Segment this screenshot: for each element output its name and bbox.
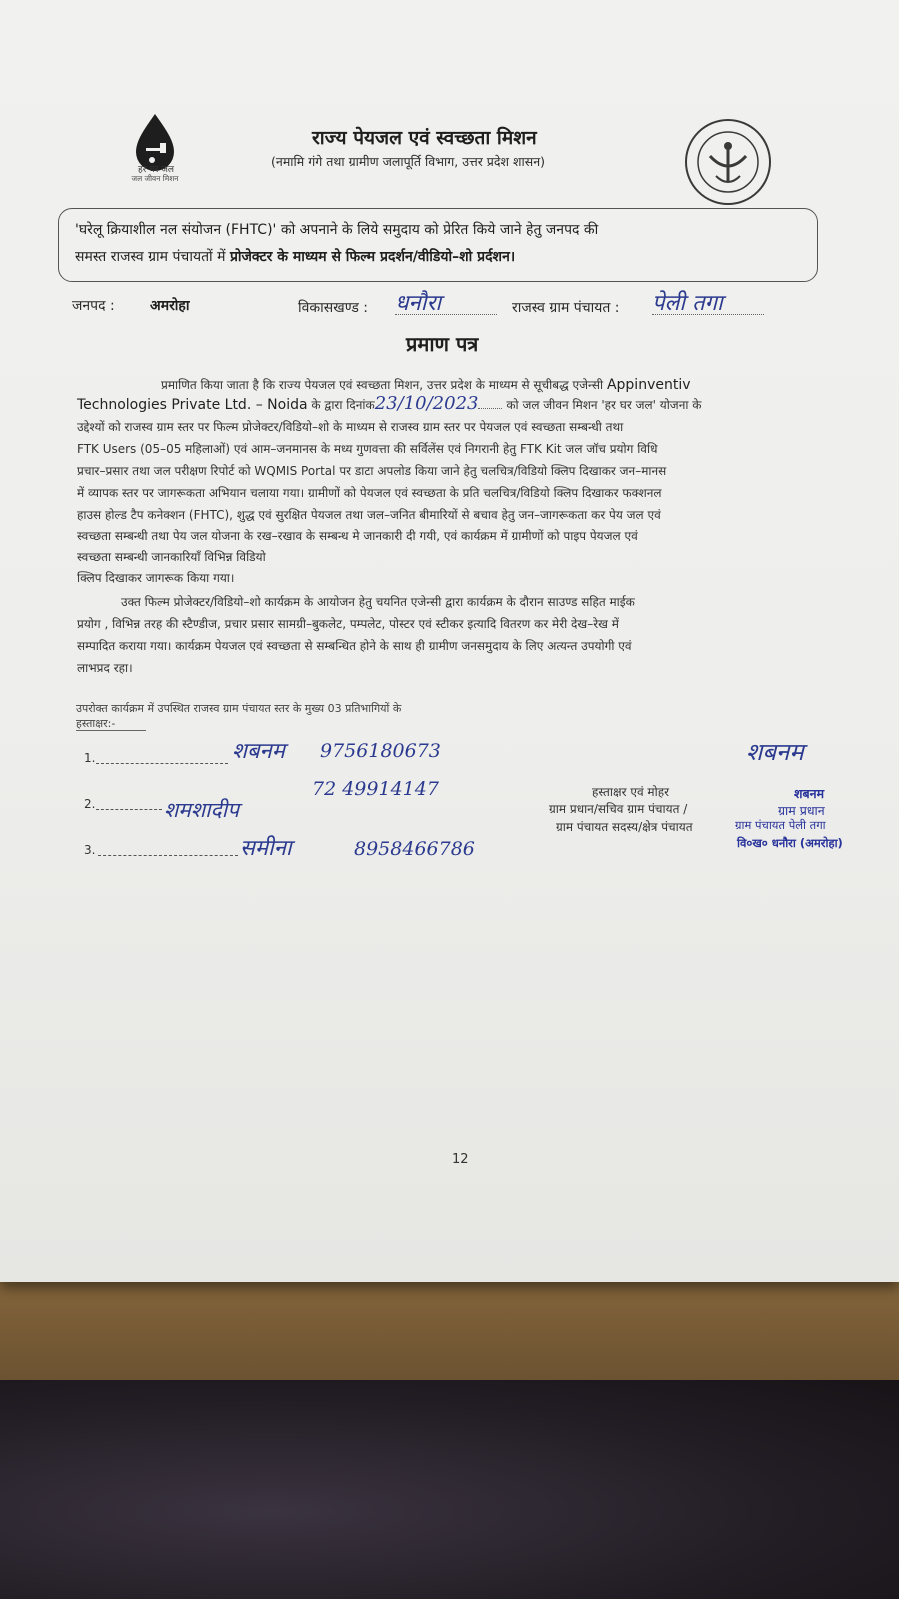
notice-line-1: 'घरेलू क्रियाशील नल संयोजन (FHTC)' को अपनाने के लिये समुदाय को प्रेरित किये जाने हेतु जनपद की	[75, 222, 599, 238]
participant-1-number: 1.	[84, 751, 96, 765]
stamp-name: शबनम	[794, 786, 825, 801]
cloth-background	[0, 1380, 899, 1599]
stamp-designation: ग्राम प्रधान	[778, 803, 825, 818]
notice-line-2-bold: प्रोजेक्टर के माध्यम से फिल्म प्रदर्शन/वीडियो–शो प्रर्दशन।	[229, 249, 516, 265]
block-label: विकासखण्ड :	[298, 300, 369, 316]
participant-3-line	[98, 855, 238, 856]
participant-1-phone: 9756180673	[320, 740, 441, 762]
date-dotted-line	[478, 408, 502, 409]
gram-panchayat-label: राजस्व ग्राम पंचायत :	[512, 300, 620, 316]
janpad-value: अमरोहा	[150, 298, 190, 314]
body-line-7: हाउस होल्ड टैप कनेक्शन (FHTC), शुद्ध एवं सुरक्षित पेयजल तथा जल–जनित बीमारियों से बचाव हेतु जन–जागरूकता कर पेय जल एवं	[77, 508, 661, 522]
stamp-gram-panchayat: ग्राम पंचायत पेली तगा	[735, 818, 826, 832]
body-line-9: स्वच्छता सम्बन्धी जानकारियॉं विभिन्न विडियो	[77, 550, 266, 564]
signature-role-line-1: ग्राम प्रधान/सचिव ग्राम पंचायत /	[549, 802, 688, 816]
janpad-label: जनपद :	[72, 298, 115, 314]
jal-jeevan-mission-logo	[112, 110, 198, 200]
water-drop-icon	[112, 110, 198, 200]
para2-line-2: प्रयोग , विभिन्न तरह की स्टैण्डीज, प्रचार प्रसार सामग्री–बुकलेट, पम्पलेट, पोस्टर एवं स्टीकर इत्यादि वितरण कर मेरी देख–रेख में	[77, 617, 619, 631]
logo-text-jal-jeevan: जल जीवन मिशन	[131, 174, 179, 183]
signature-label: हस्ताक्षर एवं मोहर	[592, 785, 670, 799]
para2-line-3: सम्पादित कराया गया। कार्यक्रम पेयजल एवं स्वच्छता से सम्बन्धित होने के साथ ही ग्रामीण जनसमुदाय के लिए अत्यन्त उपयोगी एवं	[77, 639, 632, 653]
participants-underline	[76, 730, 146, 731]
body-line-10: क्लिप दिखाकर जागरूक किया गया।	[77, 571, 235, 585]
participant-3-name: समीना	[240, 836, 292, 861]
participant-2-number: 2.	[84, 797, 96, 811]
program-date: 23/10/2023	[374, 393, 479, 414]
body-line-6: में व्यापक स्तर पर जागरूकता अभियान चलाया गया। ग्रामीणों को पेयजल एवं स्वच्छता के प्रति चलचित्र/विडियो क्लिप दिखाकर फक्शनल	[77, 486, 662, 500]
page-subtitle: (नमामि गंगे तथा ग्रामीण जलापूर्ति विभाग, उत्तर प्रदेश शासन)	[271, 154, 546, 169]
participant-2-phone: 72 49914147	[312, 778, 439, 800]
participant-3-phone: 8958466786	[354, 838, 475, 860]
certificate-title: प्रमाण पत्र	[406, 332, 479, 356]
up-government-seal	[682, 116, 774, 208]
participants-signature-label: हस्ताक्षर:-	[76, 717, 116, 730]
participant-1-line	[96, 763, 228, 764]
signature-role-line-2: ग्राम पंचायत सदस्य/क्षेत्र पंचायत	[556, 820, 693, 834]
participant-3-number: 3.	[84, 843, 96, 857]
agency-name-part-1: Appinventiv	[606, 377, 691, 393]
stamp-block-district: वि०ख० धनौरा (अमरोहा)	[737, 836, 843, 850]
body-line-5: प्रचार–प्रसार तथा जल परीक्षण रिपोर्ट को WQMIS Portal पर डाटा अपलोड किया जाने हेतु चलचित्र/विडियो क्लिप दिखाकर जन–मानस	[77, 464, 667, 478]
gp-dotted-line	[652, 314, 764, 315]
block-value: धनौरा	[395, 291, 442, 316]
para2-line-4: लाभप्रद रहा।	[77, 661, 133, 675]
participants-intro: उपरोक्त कार्यक्रम में उपस्थित राजस्व ग्राम पंचायत स्तर के मुख्य 03 प्रतिभागियों के	[76, 702, 402, 715]
logo-text-har-ghar-jal: हर घर जल	[138, 165, 174, 175]
body-line-3: उद्देश्यों को राजस्व ग्राम स्तर पर फिल्म प्रोजेक्टर/विडियो–शो के माध्यम से राजस्व ग्राम स्तर पर पेयजल एवं स्वच्छता सम्बन्धी तथा	[77, 420, 624, 434]
pradhan-handwritten-signature: शबनम	[746, 738, 804, 766]
block-dotted-line	[395, 314, 497, 315]
gram-panchayat-value: पेली तगा	[652, 291, 723, 316]
participant-2-line	[96, 809, 162, 810]
para2-line-1: उक्त फिल्म प्रोजेक्टर/विडियो–शो कार्यक्रम के आयोजन हेतु चयनित एजेन्सी द्वारा कार्यक्रम के दौरान साउण्ड सहित माईक	[121, 595, 635, 609]
seal-icon	[682, 116, 774, 208]
body-line-4: FTK Users (05–05 महिलाओं) एवं आम–जनमानस के मध्य गुणवत्ता की सर्विलेंस एवं निगरानी हेतु FTK Kit जल जॉच प्रयोग विधि	[77, 442, 658, 456]
page-title: राज्य पेयजल एवं स्वच्छता मिशन	[312, 127, 537, 149]
notice-line-2-text: समस्त राजस्व ग्राम पंचायतों में	[75, 249, 230, 265]
body-line-8: स्वच्छता सम्बन्धी तथा पेय जल योजना के रख–रखाव के सम्बन्ध मे जानकारी दी गयी, एवं कार्यक्रम में ग्रामीणों को पाइप पेयजल एवं	[77, 529, 638, 543]
body-line-1-text: प्रमाणित किया जाता है कि राज्य पेयजल एवं स्वच्छता मिशन, उत्तर प्रदेश के माध्यम से सूचीबद्ध एजेन्सी	[161, 378, 604, 392]
body-line-2b: को जल जीवन मिशन 'हर घर जल' योजना के	[506, 398, 702, 412]
page-number: 12	[452, 1152, 469, 1167]
participant-2-name: शमशादीप	[164, 798, 240, 822]
agency-name-part-2: Technologies Private Ltd. – Noida	[77, 397, 308, 413]
body-line-2	[77, 393, 847, 414]
notice-line-2	[75, 247, 815, 266]
body-line-2a: के द्वारा दिनांक	[311, 398, 375, 412]
participant-1-name: शबनम	[232, 739, 285, 764]
body-line-1	[77, 376, 847, 393]
